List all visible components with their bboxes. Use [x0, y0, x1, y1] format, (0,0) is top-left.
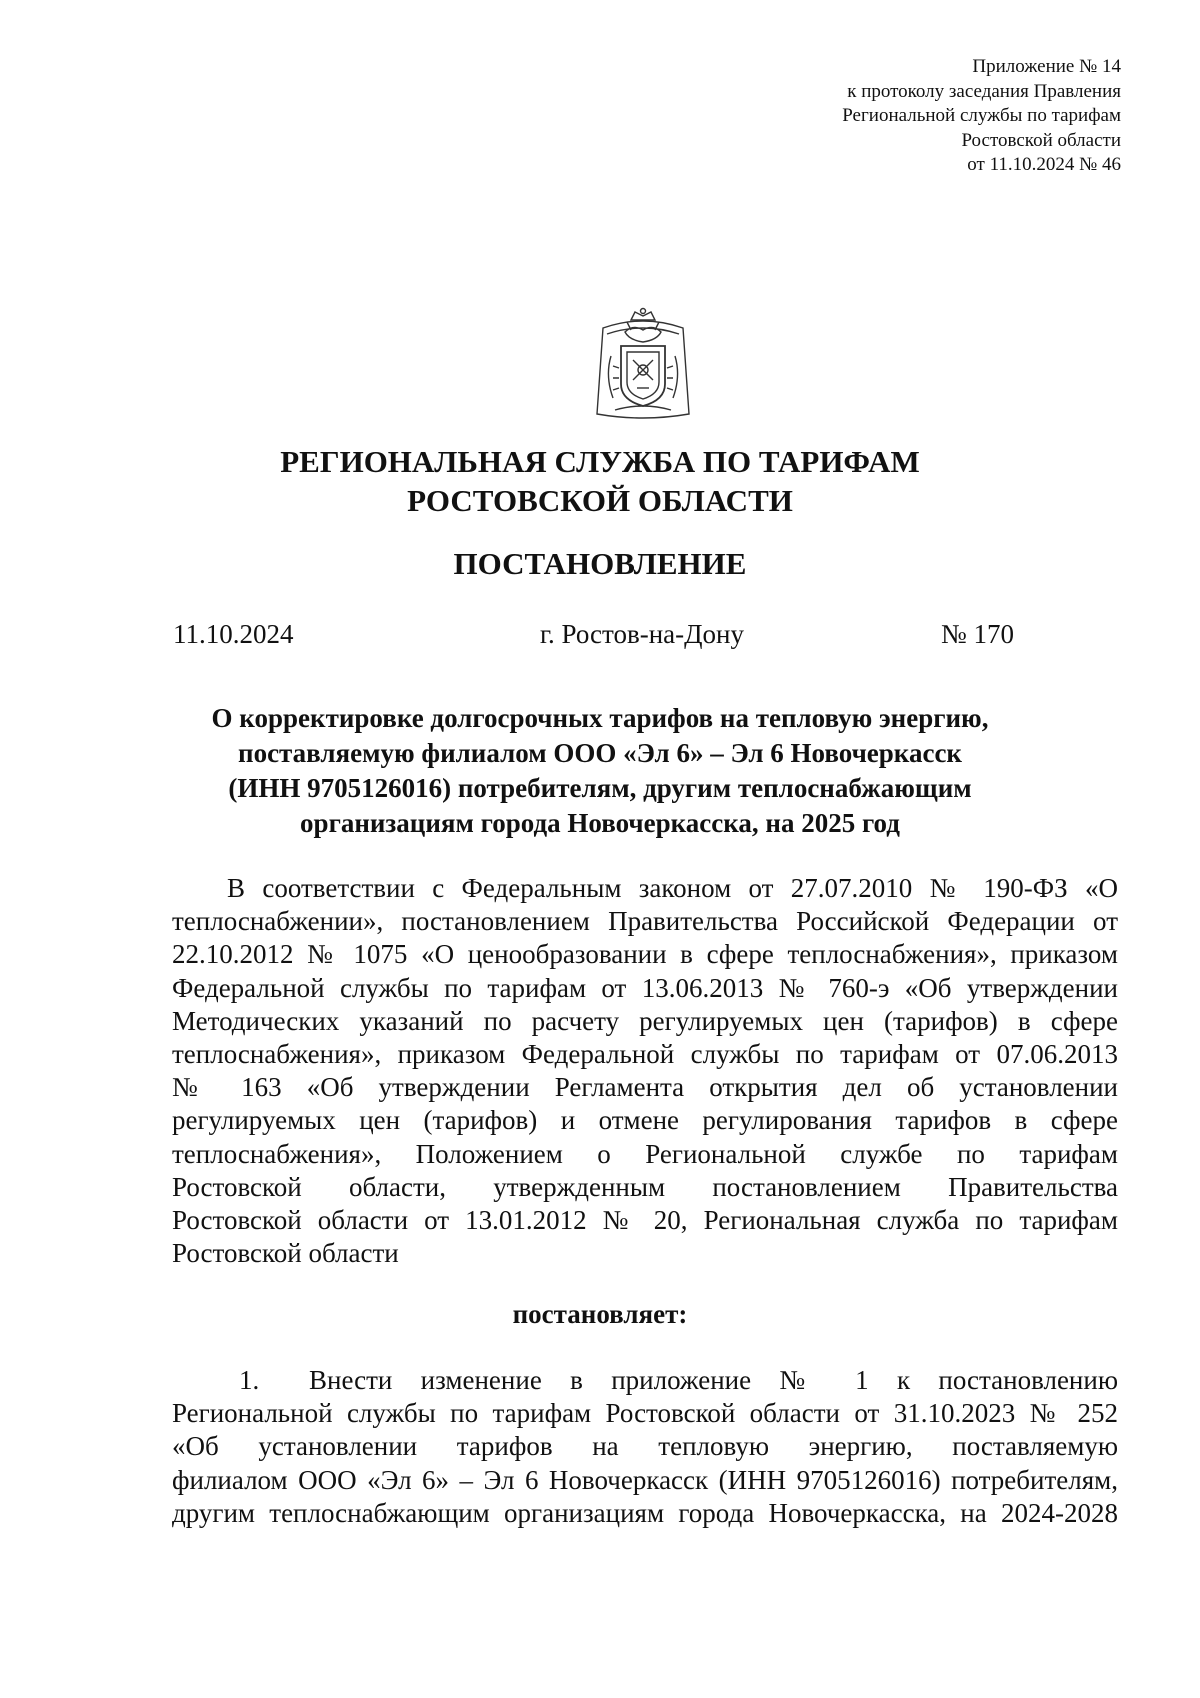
preamble-line: теплоснабжения», Положением о Региональной службе по тарифам	[172, 1138, 1118, 1169]
document-subject	[150, 701, 1050, 841]
item-first-line	[172, 1364, 1118, 1397]
agency-name-line: РОСТОВСКОЙ ОБЛАСТИ	[407, 483, 793, 518]
document-type-title: ПОСТАНОВЛЕНИЕ	[453, 546, 747, 581]
item-line: «Об установлении тарифов на тепловую энергию, поставляемую	[172, 1431, 1118, 1462]
coat-of-arms-icon	[591, 306, 695, 426]
coat-of-arms-svg	[591, 306, 695, 426]
annex-line: Приложение № 14	[972, 56, 1121, 77]
preamble-paragraph	[172, 872, 1118, 1270]
item-line: Региональной службы по тарифам Ростовской области от 31.10.2023 № 252	[172, 1398, 1118, 1429]
annex-line: к протоколу заседания Правления	[847, 80, 1121, 102]
preamble-line: Ростовской области, утвержденным постановлением Правительства	[172, 1171, 1118, 1202]
preamble-line: Методических указаний по расчету регулируемых цен (тарифов) в сфере	[172, 1005, 1118, 1036]
annex-line: Региональной службы по тарифам	[842, 105, 1121, 126]
item-line-text: Внести изменение в приложение № 1 к постановлению	[309, 1365, 1118, 1395]
preamble-line: Федеральной службы по тарифам от 13.06.2013 № 760-э «Об утверждении	[172, 972, 1118, 1003]
item-line: другим теплоснабжающим организациям города Новочеркасска, на 2024-2028	[172, 1497, 1118, 1528]
resolves-heading: постановляет:	[512, 1299, 688, 1329]
resolution-item-1	[172, 1364, 1118, 1530]
subject-line: организациям города Новочеркасска, на 2025 год	[300, 808, 900, 838]
item-line: филиалом ООО «Эл 6» – Эл 6 Новочеркасск (ИНН 9705126016) потребителям,	[172, 1464, 1118, 1495]
preamble-line: теплоснабжения», приказом Федеральной службы по тарифам от 07.06.2013	[172, 1038, 1118, 1069]
annex-line: Ростовской области	[961, 129, 1121, 151]
subject-line: (ИНН 9705126016) потребителям, другим теплоснабжающим	[228, 773, 972, 803]
preamble-line: регулируемых цен (тарифов) и отмене регулирования тарифов в сфере	[172, 1105, 1118, 1136]
document-meta-row	[0, 614, 1200, 654]
preamble-line: теплоснабжении», постановлением Правительства Российской Федерации от	[172, 906, 1118, 937]
item-number: 1.	[239, 1365, 260, 1395]
annex-line: от 11.10.2024 № 46	[967, 154, 1121, 175]
preamble-line: № 163 «Об утверждении Регламента открытия дел об установлении	[172, 1072, 1118, 1103]
document-number: № 170	[941, 619, 1015, 649]
preamble-line: Ростовской области от 13.01.2012 № 20, Региональная служба по тарифам	[172, 1204, 1118, 1235]
agency-name-line: РЕГИОНАЛЬНАЯ СЛУЖБА ПО ТАРИФАМ	[280, 444, 920, 479]
annex-reference	[701, 55, 1121, 178]
document-city: г. Ростов-на-Дону	[540, 619, 745, 649]
preamble-line: В соответствии с Федеральным законом от 27.07.2010 № 190-ФЗ «О	[227, 873, 1118, 903]
subject-line: поставляемую филиалом ООО «Эл 6» – Эл 6 Новочеркасск	[238, 738, 962, 768]
subject-line: О корректировке долгосрочных тарифов на тепловую энергию,	[211, 703, 989, 733]
preamble-line: 22.10.2012 № 1075 «О ценообразовании в сфере теплоснабжения», приказом	[172, 939, 1118, 970]
preamble-line: Ростовской области	[172, 1238, 399, 1269]
document-date: 11.10.2024	[173, 619, 294, 649]
agency-name	[0, 442, 1200, 520]
